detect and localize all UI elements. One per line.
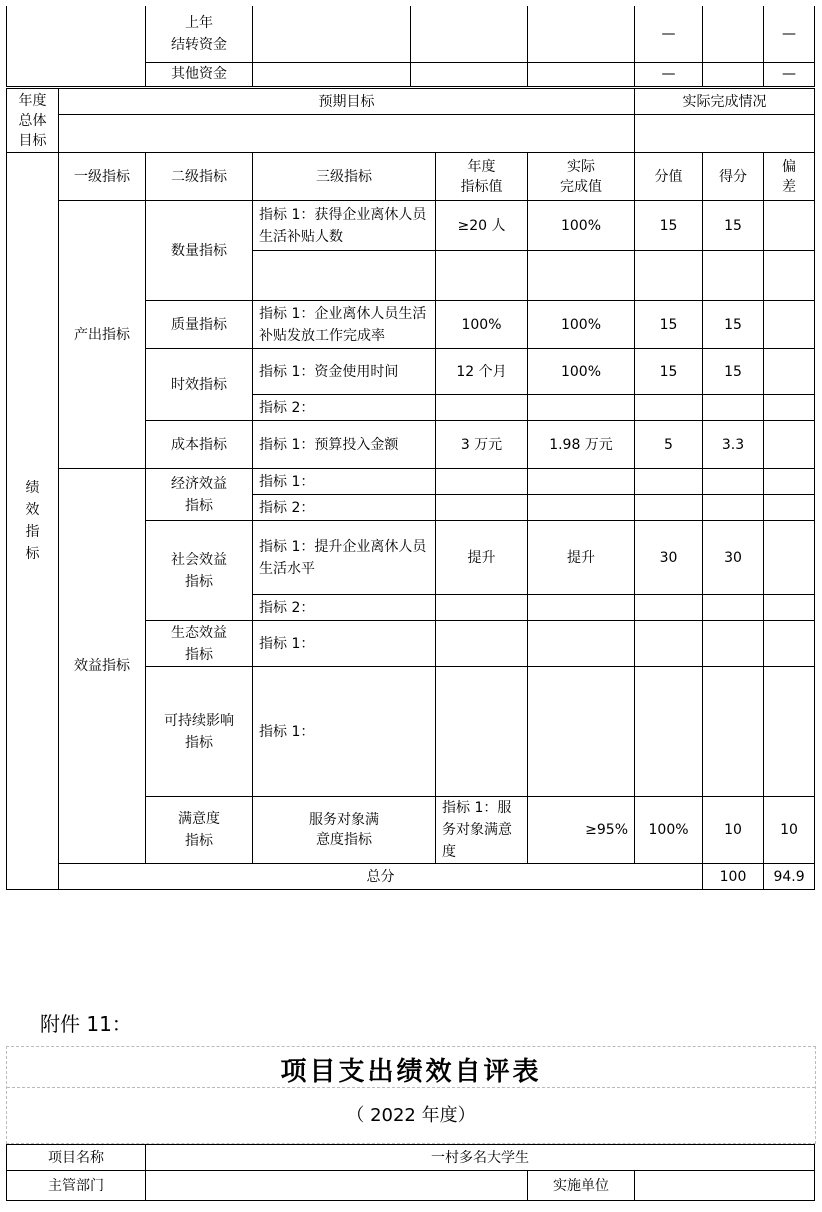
social-indicator: 社会效益 指标 xyxy=(146,521,253,621)
timeliness-indicator: 时效指标 xyxy=(146,349,253,421)
economic-indicator: 经济效益 指标 xyxy=(146,469,253,521)
col-lvl3: 三级指标 xyxy=(253,153,436,201)
dash-cell: — xyxy=(764,62,815,86)
performance-table: 年度 总体 目标 预期目标 实际完成情况 绩 效 指 标 一级指标 二级指标 三级指标 年度 指标值 实际 完成值 分值 得分 偏 差 产出指标 数量指标 指标 1：获得企业离休人员生活补贴人数 ≥20 人 100% 15 15 质量指标 指标 1：企业离休人员生活补贴发放工作完成率 100% 100% 15 15 时效指标 指标 1：资金使用时间 12 个月 100% 15 15 指标 2： 成本指标 指标 1：预算投入金额 3 万元 1.98 万元 5 3.3 效益指标 经济效益 指标 指标 1： 指标 2： 社会效益 指标 指标 1：提升企业离休人员生活水平 提升 提升 30 30 指标 2： 生态效益 指标 指标 1： 可持续影响 指标 指标 1： 满意度 指标 服务对象满 意度指标 指标 1：服务对象满意度 ≥95% 100% 10 10 总分 100 94.9 xyxy=(6,88,815,890)
form-title: 项目支出绩效自评表 xyxy=(280,1057,542,1087)
col-score-get: 得分 xyxy=(703,153,764,201)
total-value: 100 xyxy=(703,864,764,890)
other-funds-label: 其他资金 xyxy=(146,62,253,86)
dash-cell: — xyxy=(635,6,703,62)
dash-cell: — xyxy=(764,6,815,62)
attachment-label: 附件 11： xyxy=(40,1012,132,1036)
dept-value xyxy=(146,1171,528,1201)
funds-table xyxy=(6,6,815,87)
benefit-indicator: 效益指标 xyxy=(59,469,146,864)
col-annual: 年度 指标值 xyxy=(436,153,528,201)
quantity-indicator: 数量指标 xyxy=(146,201,253,301)
expected-goal-header: 预期目标 xyxy=(59,89,635,115)
dash-cell: — xyxy=(635,62,703,86)
prev-year-label: 上年 结转资金 xyxy=(146,6,253,62)
table-row-cell: 指标 1：获得企业离休人员生活补贴人数 xyxy=(253,201,436,251)
ecological-indicator: 生态效益 指标 xyxy=(146,621,253,667)
funds-blank xyxy=(7,6,146,86)
form-header xyxy=(6,1046,816,1144)
cost-indicator: 成本指标 xyxy=(146,421,253,469)
annual-goal-label: 年度 总体 目标 xyxy=(7,89,59,153)
actual-completion-header: 实际完成情况 xyxy=(635,89,815,115)
col-score-val: 分值 xyxy=(635,153,703,201)
total-label: 总分 xyxy=(59,864,703,890)
col-deviation: 偏 差 xyxy=(764,153,815,201)
col-lvl1: 一级指标 xyxy=(59,153,146,201)
satisfaction-indicator: 满意度 指标 xyxy=(146,797,253,864)
project-name-label: 项目名称 xyxy=(7,1145,146,1171)
project-name-value: 一村多名大学生 xyxy=(146,1145,815,1171)
service-satisfaction-indicator: 服务对象满 意度指标 xyxy=(253,797,436,864)
quality-indicator: 质量指标 xyxy=(146,301,253,349)
total-score: 94.9 xyxy=(764,864,815,890)
dept-label: 主管部门 xyxy=(7,1171,146,1201)
impl-unit-value xyxy=(635,1171,815,1201)
sustainability-indicator: 可持续影响 指标 xyxy=(146,667,253,797)
col-actual: 实际 完成值 xyxy=(528,153,635,201)
form-year: （ 2022 年度） xyxy=(346,1105,476,1126)
impl-unit-label: 实施单位 xyxy=(528,1171,635,1201)
col-lvl2: 二级指标 xyxy=(146,153,253,201)
project-info-table xyxy=(6,1144,815,1201)
output-indicator: 产出指标 xyxy=(59,201,146,469)
perf-indicator-label: 绩 效 指 标 xyxy=(7,153,59,890)
